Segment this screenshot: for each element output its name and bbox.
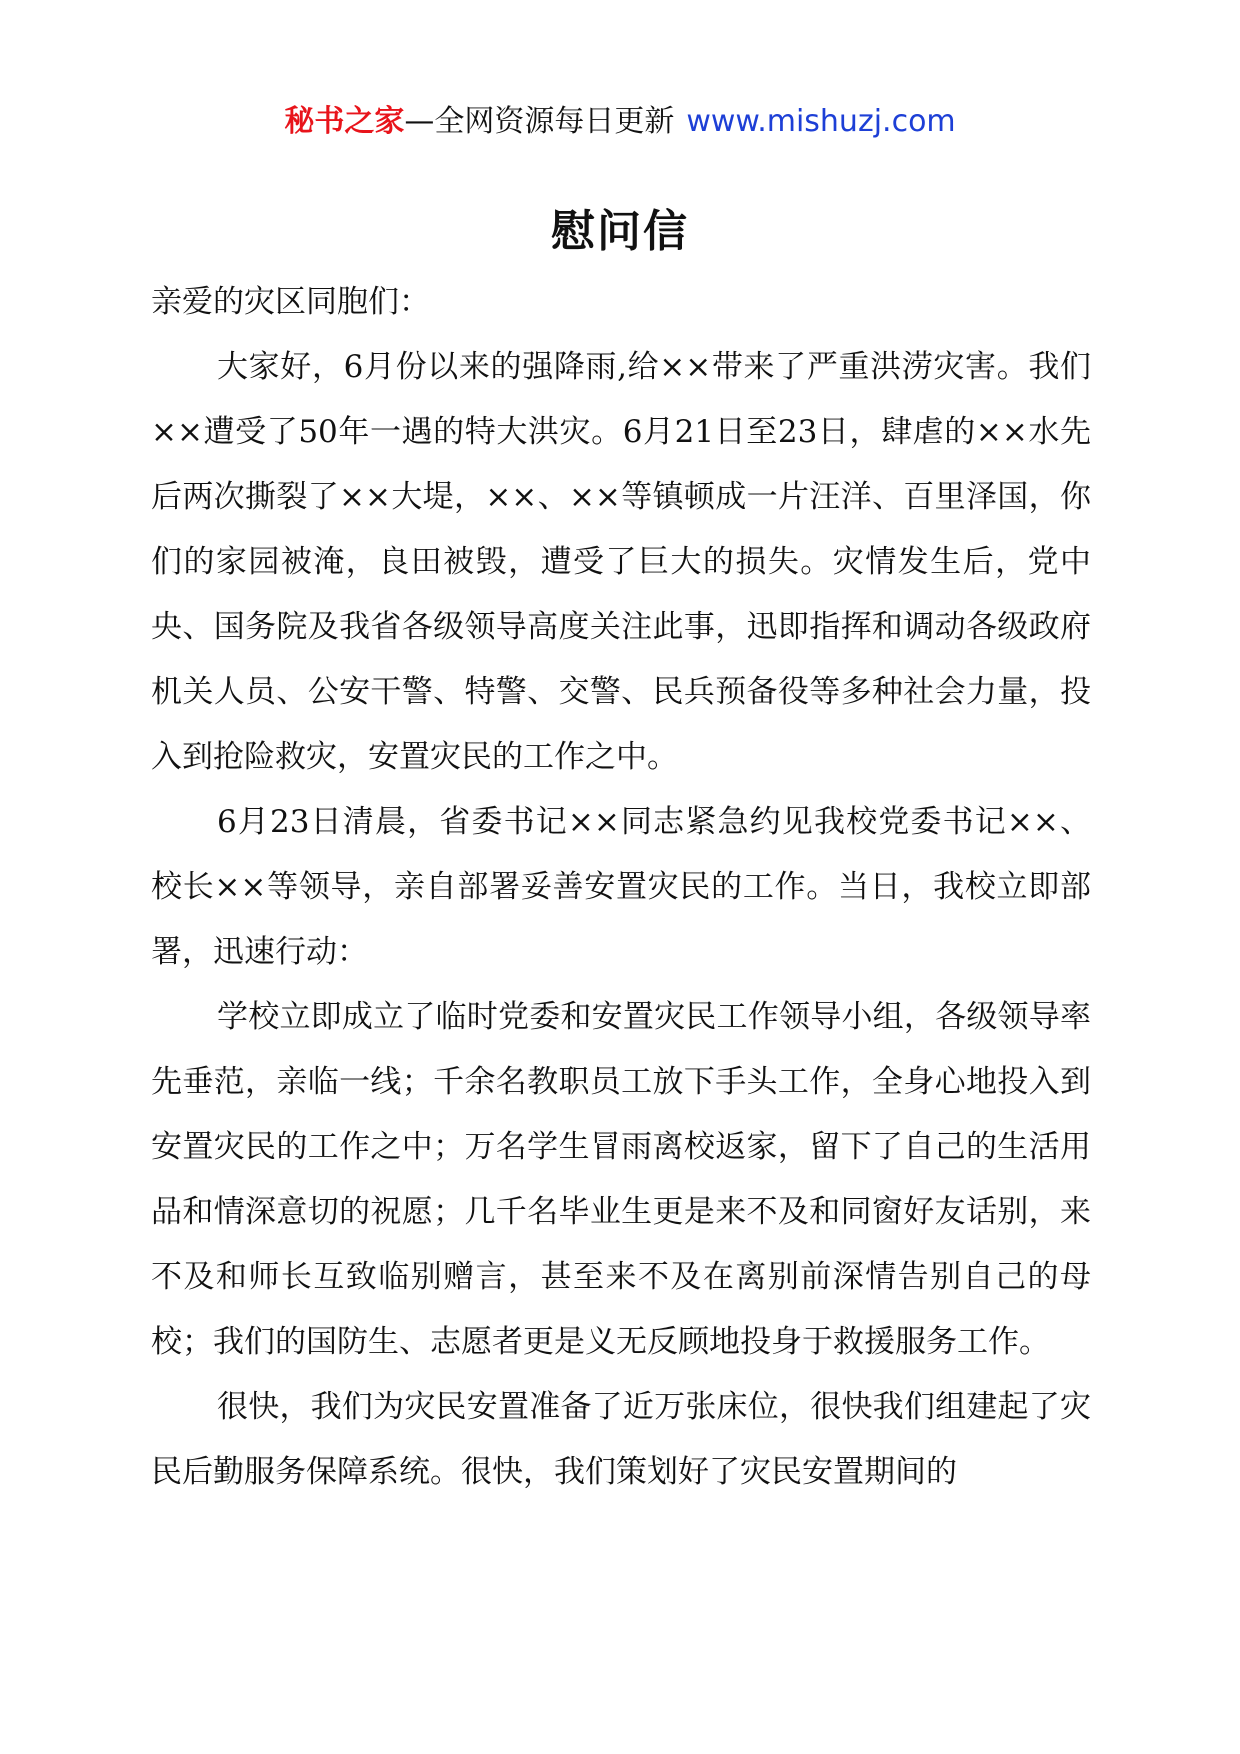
header-slogan: —全网资源每日更新 — [404, 104, 675, 139]
paragraph: 6月23日清晨，省委书记××同志紧急约见我校党委书记××、校长××等领导，亲自部署妥善安置灾民的工作。当日，我校立即部署，迅速行动： — [151, 804, 1091, 970]
document-title: 慰问信 — [551, 206, 689, 257]
paragraph: 大家好，6月份以来的强降雨,给××带来了严重洪涝灾害。我们××遭受了50年一遇的特大洪灾。6月21日至23日，肆虐的××水先后两次撕裂了××大堤，××、××等镇顿成一片汪洋、百里泽国，你们的家园被淹，良田被毁，遭受了巨大的损失。灾情发生后，党中央、国务院及我省各级领导高度关注此事，迅即指挥和调动各级政府机关人员、公安干警、特警、交警、民兵预备役等多种社会力量，投入到抢险救灾，安置灾民的工作之中。 — [151, 349, 1091, 775]
salutation: 亲爱的灾区同胞们： — [151, 284, 430, 320]
document-body — [151, 270, 1091, 1505]
site-url-link[interactable]: www.mishuzj.com — [686, 104, 956, 139]
paragraph: 学校立即成立了临时党委和安置灾民工作领导小组，各级领导率先垂范，亲临一线；千余名教职员工放下手头工作，全身心地投入到安置灾民的工作之中；万名学生冒雨离校返家，留下了自己的生活用品和情深意切的祝愿；几千名毕业生更是来不及和同窗好友话别，来不及和师长互致临别赠言，甚至来不及在离别前深情告别自己的母校；我们的国防生、志愿者更是义无反顾地投身于救援服务工作。 — [151, 999, 1091, 1360]
brand-name: 秘书之家 — [284, 104, 405, 139]
site-header — [0, 100, 1240, 144]
paragraph: 很快，我们为灾民安置准备了近万张床位，很快我们组建起了灾民后勤服务保障系统。很快，我们策划好了灾民安置期间的 — [151, 1389, 1091, 1490]
